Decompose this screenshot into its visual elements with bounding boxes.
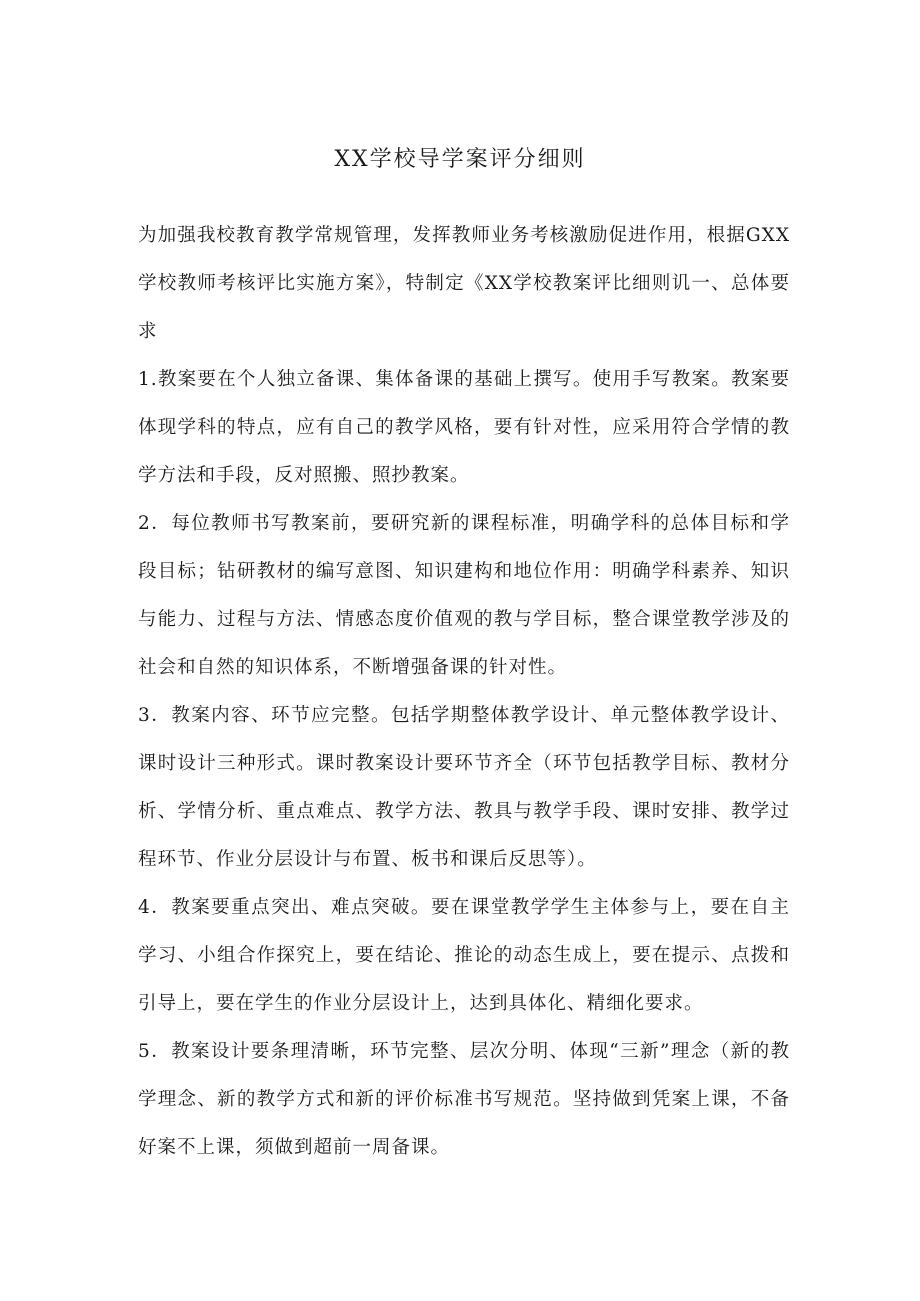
paragraph-item-1: 1.教案要在个人独立备课、集体备课的基础上撰写。使用手写教案。教案要体现学科的特点，应有自己的教学风格，要有针对性，应采用符合学情的教学方法和手段，反对照搬、照抄教案。 <box>138 369 790 486</box>
paragraph-item-5: 5．教案设计要条理清晰，环节完整、层次分明、体现“三新”理念（新的教学理念、新的教学方式和新的评价标准书写规范。坚持做到凭案上课，不备好案不上课，须做到超前一周备课。 <box>138 1041 790 1158</box>
paragraph-item-3: 3．教案内容、环节应完整。包括学期整体教学设计、单元整体教学设计、课时设计三种形式。课时教案设计要环节齐全（环节包括教学目标、教材分析、学情分析、重点难点、教学方法、教具与教学手段、课时安排、教学过程环节、作业分层设计与布置、板书和课后反思等）。 <box>138 705 790 870</box>
document-title: XX学校导学案评分细则 <box>334 147 586 172</box>
paragraph-intro: 为加强我校教育教学常规管理，发挥教师业务考核激励促进作用，根据GXX学校教师考核评比实施方案》，特制定《XX学校教案评比细则讥一、总体要求 <box>138 225 790 342</box>
document-body <box>138 212 790 1172</box>
paragraph-item-2: 2．每位教师书写教案前，要研究新的课程标准，明确学科的总体目标和学段目标；钻研教材的编写意图、知识建构和地位作用：明确学科素养、知识与能力、过程与方法、情感态度价值观的教与学目标，整合课堂教学涉及的社会和自然的知识体系，不断增强备课的针对性。 <box>138 513 790 678</box>
paragraph-item-4: 4．教案要重点突出、难点突破。要在课堂教学学生主体参与上，要在自主学习、小组合作探究上，要在结论、推论的动态生成上，要在提示、点拨和引导上，要在学生的作业分层设计上，达到具体化、精细化要求。 <box>138 897 790 1014</box>
